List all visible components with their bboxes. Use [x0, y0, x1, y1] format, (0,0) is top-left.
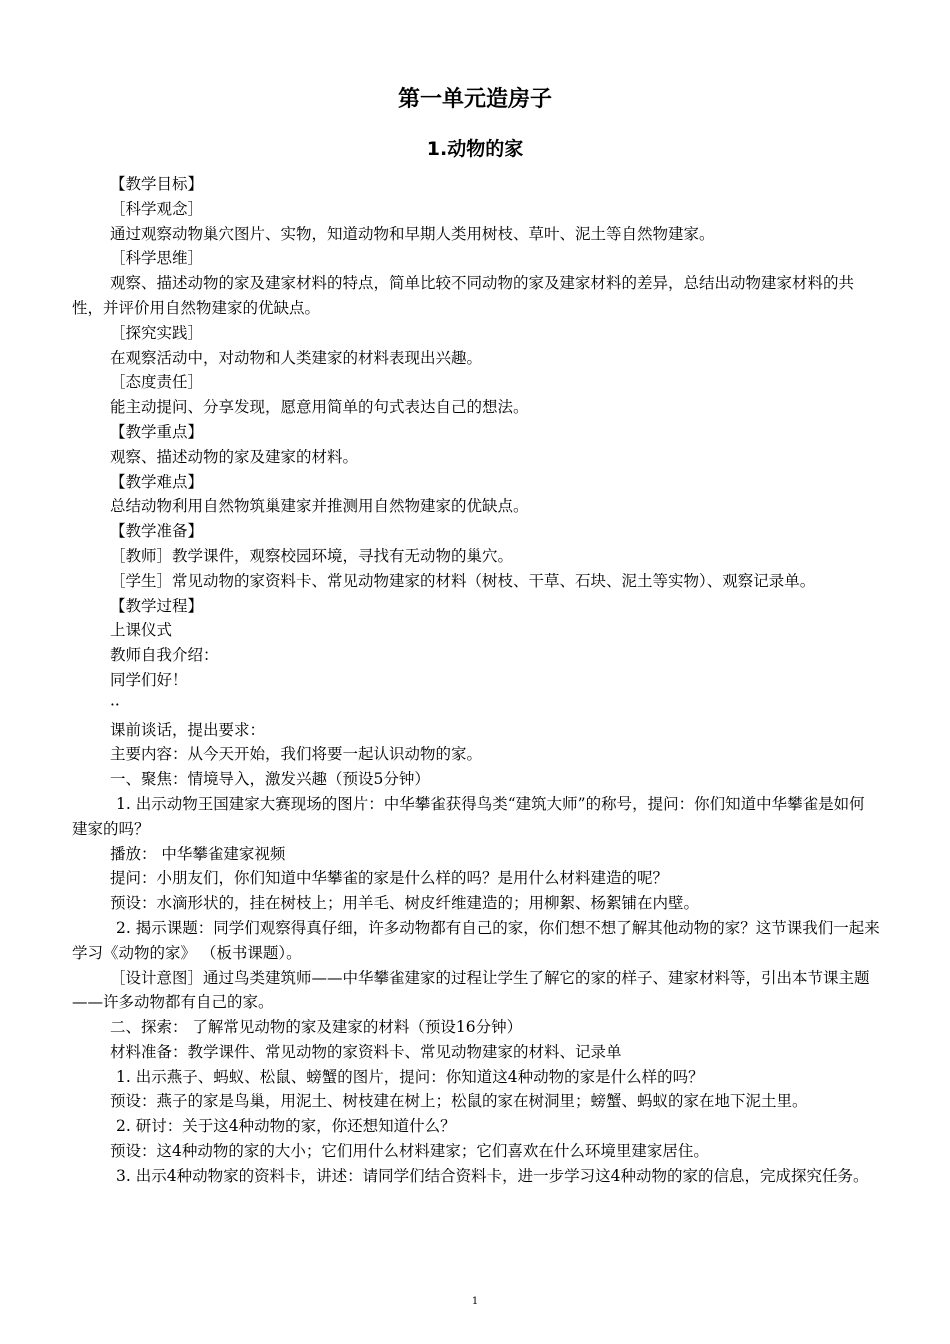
unit-title: 第一单元造房子	[397, 87, 552, 112]
paragraph: 预设：这4种动物的家的大小；它们用什么材料建家；它们喜欢在什么环境里建家居住。	[110, 1142, 709, 1161]
paragraph: 1. 出示动物王国建家大赛现场的图片：中华攀雀获得鸟类“建筑大师”的称号，提问：你们知道中华攀雀是如何建家的吗？	[72, 794, 865, 838]
paragraph: 材料准备：教学课件、常见动物的家资料卡、常见动物建家的材料、记录单	[110, 1042, 622, 1061]
paragraph: 提问：小朋友们，你们知道中华攀雀的家是什么样的吗？是用什么材料建造的呢？	[110, 869, 669, 888]
paragraph: 二、探索： 了解常见动物的家及建家的材料（预设16分钟）	[110, 1018, 523, 1037]
paragraph: 教师自我介绍：	[110, 646, 219, 665]
paragraph: 2. 研讨：关于这4种动物的家，你还想知道什么？	[116, 1117, 456, 1136]
paragraph: 在观察活动中，对动物和人类建家的材料表现出兴趣。	[110, 348, 483, 367]
paragraph: ［教师］教学课件，观察校园环境，寻找有无动物的巢穴。	[110, 546, 514, 565]
paragraph: 一、聚焦：情境导入，激发兴趣（预设5分钟）	[110, 770, 430, 789]
paragraph: 观察、描述动物的家及建家的材料。	[110, 447, 359, 466]
paragraph: 预设：水滴形状的，挂在树枝上；用羊毛、树皮纤维建造的；用柳絮、杨絮铺在内壁。	[110, 894, 700, 913]
paragraph: ··	[110, 695, 120, 714]
paragraph: 播放： 中华攀雀建家视频	[110, 844, 286, 863]
paragraph: 上课仪式	[110, 621, 173, 640]
paragraph: 课前谈话，提出要求：	[110, 720, 266, 739]
paragraph: 能主动提问、分享发现，愿意用简单的句式表达自己的想法。	[110, 398, 529, 417]
lesson-title: 1.动物的家	[426, 138, 524, 160]
paragraph: ［科学思维］	[110, 249, 204, 268]
paragraph: ［态度责任］	[110, 373, 204, 392]
paragraph: 3. 出示4种动物家的资料卡，讲述：请同学们结合资料卡，进一步学习这4种动物的家的信息，完成探究任务。	[116, 1166, 869, 1185]
paragraph: ［科学观念］	[110, 199, 204, 218]
paragraph: ［设计意图］通过鸟类建筑师——中华攀雀建家的过程让学生了解它的家的样子、建家材料等，引出本节课主题——许多动物都有自己的家。	[72, 968, 870, 1012]
paragraph: 【教学过程】	[110, 596, 204, 615]
paragraph: 【教学重点】	[110, 422, 204, 441]
paragraph: 【教学目标】	[110, 175, 204, 193]
paragraph: 【教学准备】	[110, 522, 204, 541]
paragraph: 通过观察动物巢穴图片、实物，知道动物和早期人类用树枝、草叶、泥土等自然物建家。	[110, 224, 715, 243]
paragraph: 总结动物利用自然物筑巢建家并推测用自然物建家的优缺点。	[110, 497, 529, 516]
paragraph: 1. 出示燕子、蚂蚁、松鼠、螃蟹的图片，提问：你知道这4种动物的家是什么样的吗？	[116, 1067, 704, 1086]
paragraph: ［学生］常见动物的家资料卡、常见动物建家的材料（树枝、干草、石块、泥土等实物）、观察记录单。	[110, 571, 816, 590]
paragraph: 观察、描述动物的家及建家材料的特点，简单比较不同动物的家及建家材料的差异，总结出动物建家材料的共性，并评价用自然物建家的优缺点。	[72, 274, 855, 317]
paragraph: 同学们好！	[110, 670, 188, 689]
paragraph: ［探究实践］	[110, 323, 204, 342]
paragraph: 预设：燕子的家是鸟巢，用泥土、树枝建在树上；松鼠的家在树洞里；螃蟹、蚂蚁的家在地下泥土里。	[110, 1092, 808, 1111]
page-number: 1	[471, 1296, 479, 1307]
paragraph: 主要内容：从今天开始，我们将要一起认识动物的家。	[110, 745, 483, 764]
paragraph: 【教学难点】	[110, 472, 204, 491]
paragraph: 2. 揭示课题：同学们观察得真仔细，许多动物都有自己的家，你们想不想了解其他动物的家？这节课我们一起来学习《动物的家》 （板书课题）。	[72, 918, 880, 962]
document-body	[72, 172, 880, 1189]
